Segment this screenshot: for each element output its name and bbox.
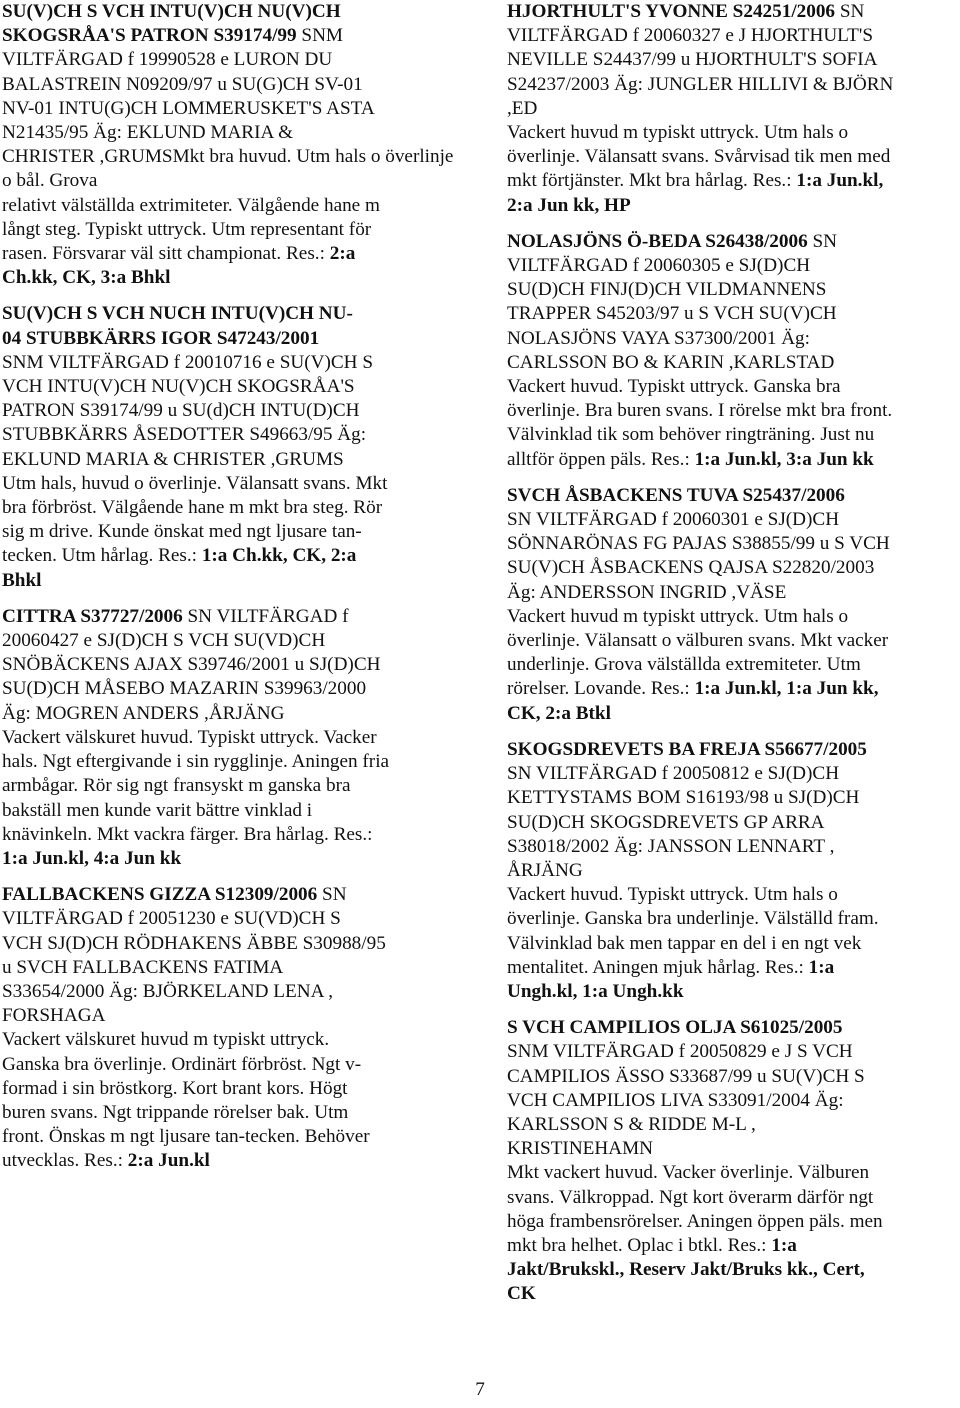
entry-text [2,605,457,871]
critique-text: Vackert huvud. Typiskt uttryck. Ganska bra överlinje. Bra buren svans. I rörelse mkt bra front. Välvinklad tik som behöver ringträning. Just nu alltför öppen päls. Res.: [507,376,893,470]
critique-text: Vackert huvud m typiskt uttryck. Utm hals o överlinje. Välansatt svans. Svårvisad tik men med mkt förtjänster. Mkt bra hårlag. Res.: [507,122,891,192]
dog-entry [507,1016,960,1306]
pedigree-text: SNM VILTFÄRGAD f 19990528 e LURON DU BALASTREIN N09209/97 u SU(G)CH SV-01 NV-01 INTU(G)CH LOMMERUSKET'S ASTA N21435/95 Äg: EKLUND MARIA & CHRISTER ,GRUMS [2,25,375,168]
critique-text: Vackert välskuret huvud. Typiskt uttryck. Vacker hals. Ngt eftergivande i sin rygglinje. Aningen fria armbågar. Rör sig ngt fransyskt m ganska bra bakställ men kunde varit bättre vinklad i knävinkeln. Mkt vackra färger. Bra hårlag. Res.: [2,726,390,845]
dog-name: SU(V)CH S VCH NUCH INTU(V)CH NU- 04 STUBBKÄRRS IGOR S47243/2001 [2,303,353,349]
critique-text: Vackert huvud. Typiskt uttryck. Utm hals o överlinje. Ganska bra underlinje. Välställd fram. Välvinklad bak men tappar en del i en ngt vek mentalitet. Aningen mjuk hårlag. Res.: [507,884,879,978]
result-text: 1:a Jun.kl, 1:a Jun kk, CK, 2:a Btkl [507,678,879,724]
entry-text [2,302,457,592]
dog-entry [507,484,960,726]
dog-name: SU(V)CH S VCH INTU(V)CH NU(V)CH SKOGSRÅA'S PATRON S39174/99 [2,1,341,47]
pedigree-text: SNM VILTFÄRGAD f 20010716 e SU(V)CH S VCH INTU(V)CH NU(V)CH SKOGSRÅA'S PATRON S39174/99 u SU(d)CH INTU(D)CH STUBBKÄRRS ÅSEDOTTER S49663/95 Äg: EKLUND MARIA & CHRISTER ,GRUMS [2,351,373,470]
critique-text: Vackert välskuret huvud m typiskt uttryck. Ganska bra överlinje. Ordinärt förbröst. Ngt v- formad i sin bröstkorg. Kort brant kors. Högt buren svans. Ngt trippande rörelser bak. Utm front. Önskas m ngt ljusare tan-tecken. Behöver utvecklas. Res.: [2,1029,370,1172]
dog-name: S VCH CAMPILIOS OLJA S61025/2005 [507,1017,843,1039]
critique-text: Mkt bra huvud. Utm hals o överlinje o bål. Grova relativt välställda extrimiteter. Välgående hane m långt steg. Typiskt uttryck. Utm representant för rasen. Försvarar väl sitt championat. Res.: [2,146,454,265]
result-text: 1:a Jun.kl, 3:a Jun kk [694,448,874,470]
entry-text [507,0,960,218]
entry-text [2,0,457,290]
dog-entry [507,230,960,472]
pedigree-text: SNM VILTFÄRGAD f 20050829 e J S VCH CAMPILIOS ÄSSO S33687/99 u SU(V)CH S VCH CAMPILIOS LIVA S33091/2004 Äg: KARLSSON S & RIDDE M-L , KRISTINEHAMN [507,1041,865,1160]
entry-text [507,484,960,726]
dog-entry [2,883,457,1173]
entry-text [2,883,457,1173]
page-number: 7 [475,1379,485,1400]
result-text: 1:a Ch.kk, CK, 2:a Bhkl [2,545,357,591]
pedigree-text: SN VILTFÄRGAD f 20060427 e SJ(D)CH S VCH SU(VD)CH SNÖBÄCKENS AJAX S39746/2001 u SJ(D)CH SU(D)CH MÅSEBO MAZARIN S39963/2000 Äg: MOGREN ANDERS ,ÅRJÄNG [2,605,381,724]
result-text: 2:a Ch.kk, CK, 3:a Bhkl [2,243,356,289]
dog-name: SVCH ÅSBACKENS TUVA S25437/2006 [507,484,845,506]
result-text: 2:a Jun.kl [127,1150,210,1172]
critique-text: Vackert huvud m typiskt uttryck. Utm hals o överlinje. Välansatt o välburen svans. Mkt vacker underlinje. Grova välställda extremiteter. Utm rörelser. Lovande. Res.: [507,605,889,700]
entry-text [507,230,960,472]
dog-entry [507,738,960,1004]
dog-name: NOLASJÖNS Ö-BEDA S26438/2006 [507,230,808,252]
result-text: 1:a Jakt/Brukskl., Reserv Jakt/Bruks kk., Cert, CK [507,1234,865,1305]
dog-name: HJORTHULT'S YVONNE S24251/2006 [507,1,836,22]
dog-entry [2,0,457,290]
critique-text: Utm hals, huvud o överlinje. Välansatt svans. Mkt bra förbröst. Välgående hane m mkt bra steg. Rör sig m drive. Kunde önskat med ngt ljusare tan- tecken. Utm hårlag. Res.: [2,472,388,567]
critique-text: Mkt vackert huvud. Vacker överlinje. Välburen svans. Välkroppad. Ngt kort överarm därför ngt höga frambensrörelser. Aningen öppen päls. men mkt bra helhet. Oplac i btkl. Res.: [507,1162,883,1256]
pedigree-text: SN VILTFÄRGAD f 20050812 e SJ(D)CH KETTYSTAMS BOM S16193/98 u SJ(D)CH SU(D)CH SKOGSDREVETS GP ARRA S38018/2002 Äg: JANSSON LENNART , ÅRJÄNG [507,763,860,881]
pedigree-text: SN VILTFÄRGAD f 20060305 e SJ(D)CH SU(D)CH FINJ(D)CH VILDMANNENS TRAPPER S45203/97 u S VCH SU(V)CH NOLASJÖNS VAYA S37300/2001 Äg: CARLSSON BO & KARIN ,KARLSTAD [507,230,837,373]
dog-name: CITTRA S37727/2006 [2,605,183,627]
result-text: 1:a Jun.kl, 4:a Jun kk [2,847,182,869]
entry-text [507,1016,960,1306]
pedigree-text: SN VILTFÄRGAD f 20051230 e SU(VD)CH S VCH SJ(D)CH RÖDHAKENS ÄBBE S30988/95 u SVCH FALLBACKENS FATIMA S33654/2000 Äg: BJÖRKELAND LENA , FORSHAGA [2,884,386,1027]
right-column [507,0,960,1319]
dog-entry [2,605,457,871]
left-column [2,0,457,1186]
entry-text [507,738,960,1004]
dog-entry [2,302,457,592]
dog-name: FALLBACKENS GIZZA S12309/2006 [2,884,318,906]
dog-entry [507,0,960,218]
pedigree-text: SN VILTFÄRGAD f 20060301 e SJ(D)CH SÖNNARÖNAS FG PAJAS S38855/99 u S VCH SU(V)CH ÅSBACKENS QAJSA S22820/2003 Äg: ANDERSSON INGRID ,VÄSE [507,509,890,603]
result-text: 1:a Jun.kl, 2:a Jun kk, HP [507,170,884,216]
result-text: 1:a Ungh.kl, 1:a Ungh.kk [507,956,835,1002]
dog-name: SKOGSDREVETS BA FREJA S56677/2005 [507,738,867,760]
pedigree-text: SN VILTFÄRGAD f 20060327 e J HJORTHULT'S NEVILLE S24437/99 u HJORTHULT'S SOFIA S24237/2003 Äg: JUNGLER HILLIVI & BJÖRN ,ED [507,1,894,119]
